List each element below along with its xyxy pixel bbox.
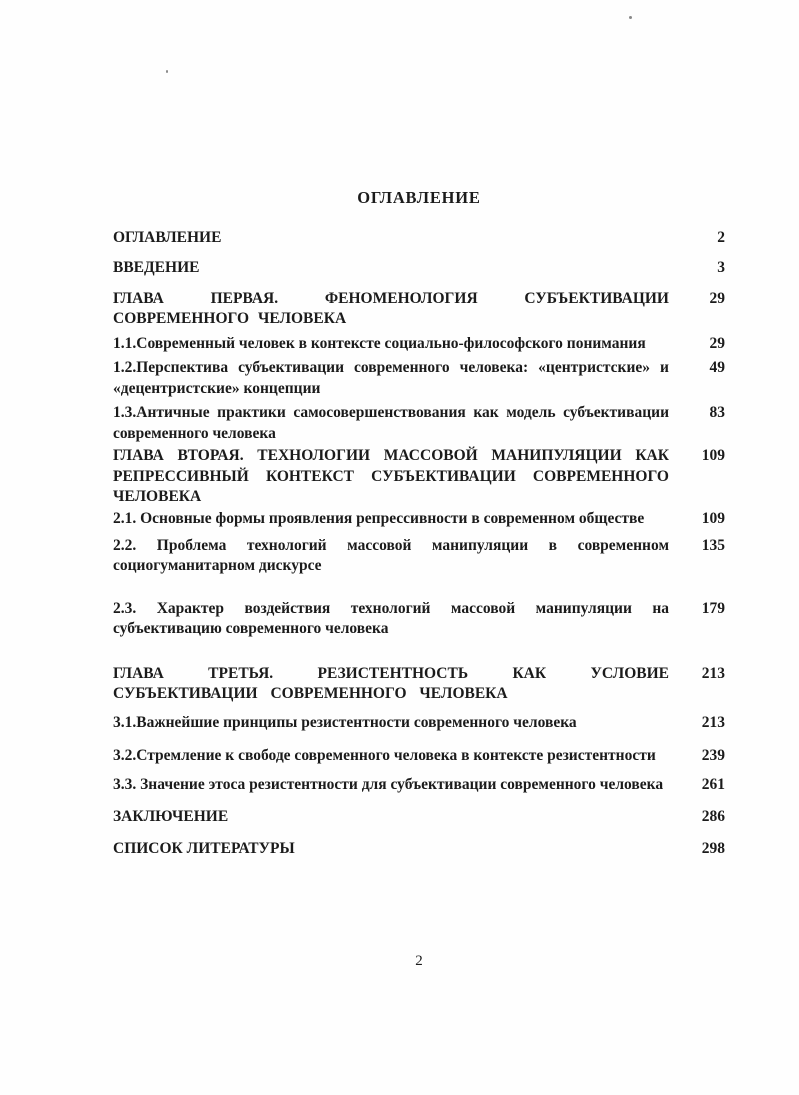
- toc-entry-page: 109: [701, 510, 725, 528]
- table-of-contents: [113, 228, 725, 867]
- toc-entry-label: ЗАКЛЮЧЕНИЕ: [113, 807, 229, 825]
- toc-entry-label: 2.2. Проблема технологий массовой манипуляции в современном социогуманитарном дискурсе: [113, 536, 669, 575]
- toc-entry: [113, 334, 725, 354]
- toc-entry-page: 213: [701, 713, 725, 731]
- toc-entry-page: 239: [701, 747, 725, 765]
- toc-entry: [113, 509, 725, 529]
- toc-entry-label: ГЛАВА ТРЕТЬЯ. РЕЗИСТЕНТНОСТЬ КАК УСЛОВИЕ СУБЪЕКТИВАЦИИ СОВРЕМЕННОГО ЧЕЛОВЕКА: [113, 664, 669, 703]
- toc-entry-label: 1.3.Античные практики самосовершенствования как модель субъективации современного человека: [113, 404, 669, 442]
- toc-entry: [113, 258, 725, 278]
- toc-entry-label: 1.2.Перспектива субъективации современного человека: «центристские» и «децентристские» концепции: [113, 359, 669, 397]
- toc-entry-page: 49: [709, 359, 725, 377]
- toc-entry: [113, 839, 725, 859]
- toc-entry: [113, 713, 725, 733]
- toc-entry: [113, 599, 725, 640]
- toc-entry-page: 298: [701, 840, 725, 858]
- toc-entry: [113, 746, 725, 766]
- toc-entry-page: 83: [709, 404, 725, 422]
- toc-entry-page: 213: [701, 664, 725, 682]
- toc-entry-page: 29: [709, 289, 725, 307]
- toc-entry-label: ОГЛАВЛЕНИЕ: [113, 229, 222, 246]
- toc-entry-label: 3.1.Важнейшие принципы резистентности современного человека: [113, 713, 577, 731]
- toc-entry-page: 3: [717, 259, 725, 277]
- toc-entry-label: 2.1. Основные формы проявления репрессивности в современном обществе: [113, 510, 645, 528]
- toc-entry: [113, 289, 725, 330]
- toc-entry-page: 2: [717, 229, 725, 246]
- toc-entry-page: 286: [701, 807, 725, 825]
- page-title: ОГЛАВЛЕНИЕ: [357, 188, 481, 207]
- toc-entry-label: ГЛАВА ВТОРАЯ. ТЕХНОЛОГИИ МАССОВОЙ МАНИПУЛЯЦИИ КАК РЕПРЕССИВНЫЙ КОНТЕКСТ СУБЪЕКТИВАЦИИ СОВРЕМЕННОГО ЧЕЛОВЕКА: [113, 447, 669, 505]
- toc-entry-page: 179: [701, 599, 725, 617]
- toc-entry-label: 2.3. Характер воздействия технологий массовой манипуляции на субъективацию современного человека: [113, 599, 669, 638]
- toc-entry-page: 135: [701, 536, 725, 554]
- footer-page-number: 2: [415, 953, 423, 969]
- toc-entry-page: 261: [701, 775, 725, 793]
- toc-entry-label: ВВЕДЕНИЕ: [113, 259, 200, 277]
- toc-entry: [113, 446, 725, 507]
- toc-entry-page: 109: [701, 447, 725, 465]
- toc-entry-label: ГЛАВА ПЕРВАЯ. ФЕНОМЕНОЛОГИЯ СУБЪЕКТИВАЦИИ СОВРЕМЕННОГО ЧЕЛОВЕКА: [113, 289, 669, 328]
- toc-entry-label: 3.3. Значение этоса резистентности для субъективации современного человека: [113, 775, 664, 793]
- toc-entry: [113, 775, 725, 795]
- scan-artifact-dot: [629, 16, 632, 19]
- scan-artifact-dot: [166, 70, 168, 73]
- toc-entry: [113, 358, 725, 399]
- toc-entry: [113, 228, 725, 248]
- toc-entry-page: 29: [709, 334, 725, 352]
- toc-entry: [113, 807, 725, 827]
- toc-entry-label: СПИСОК ЛИТЕРАТУРЫ: [113, 840, 295, 858]
- toc-entry: [113, 664, 725, 705]
- toc-entry-label: 1.1.Современный человек в контексте социально-философского понимания: [113, 334, 646, 352]
- toc-entry-label: 3.2.Стремление к свободе современного человека в контексте резистентности: [113, 747, 656, 765]
- toc-entry: [113, 536, 725, 577]
- toc-entry: [113, 403, 725, 444]
